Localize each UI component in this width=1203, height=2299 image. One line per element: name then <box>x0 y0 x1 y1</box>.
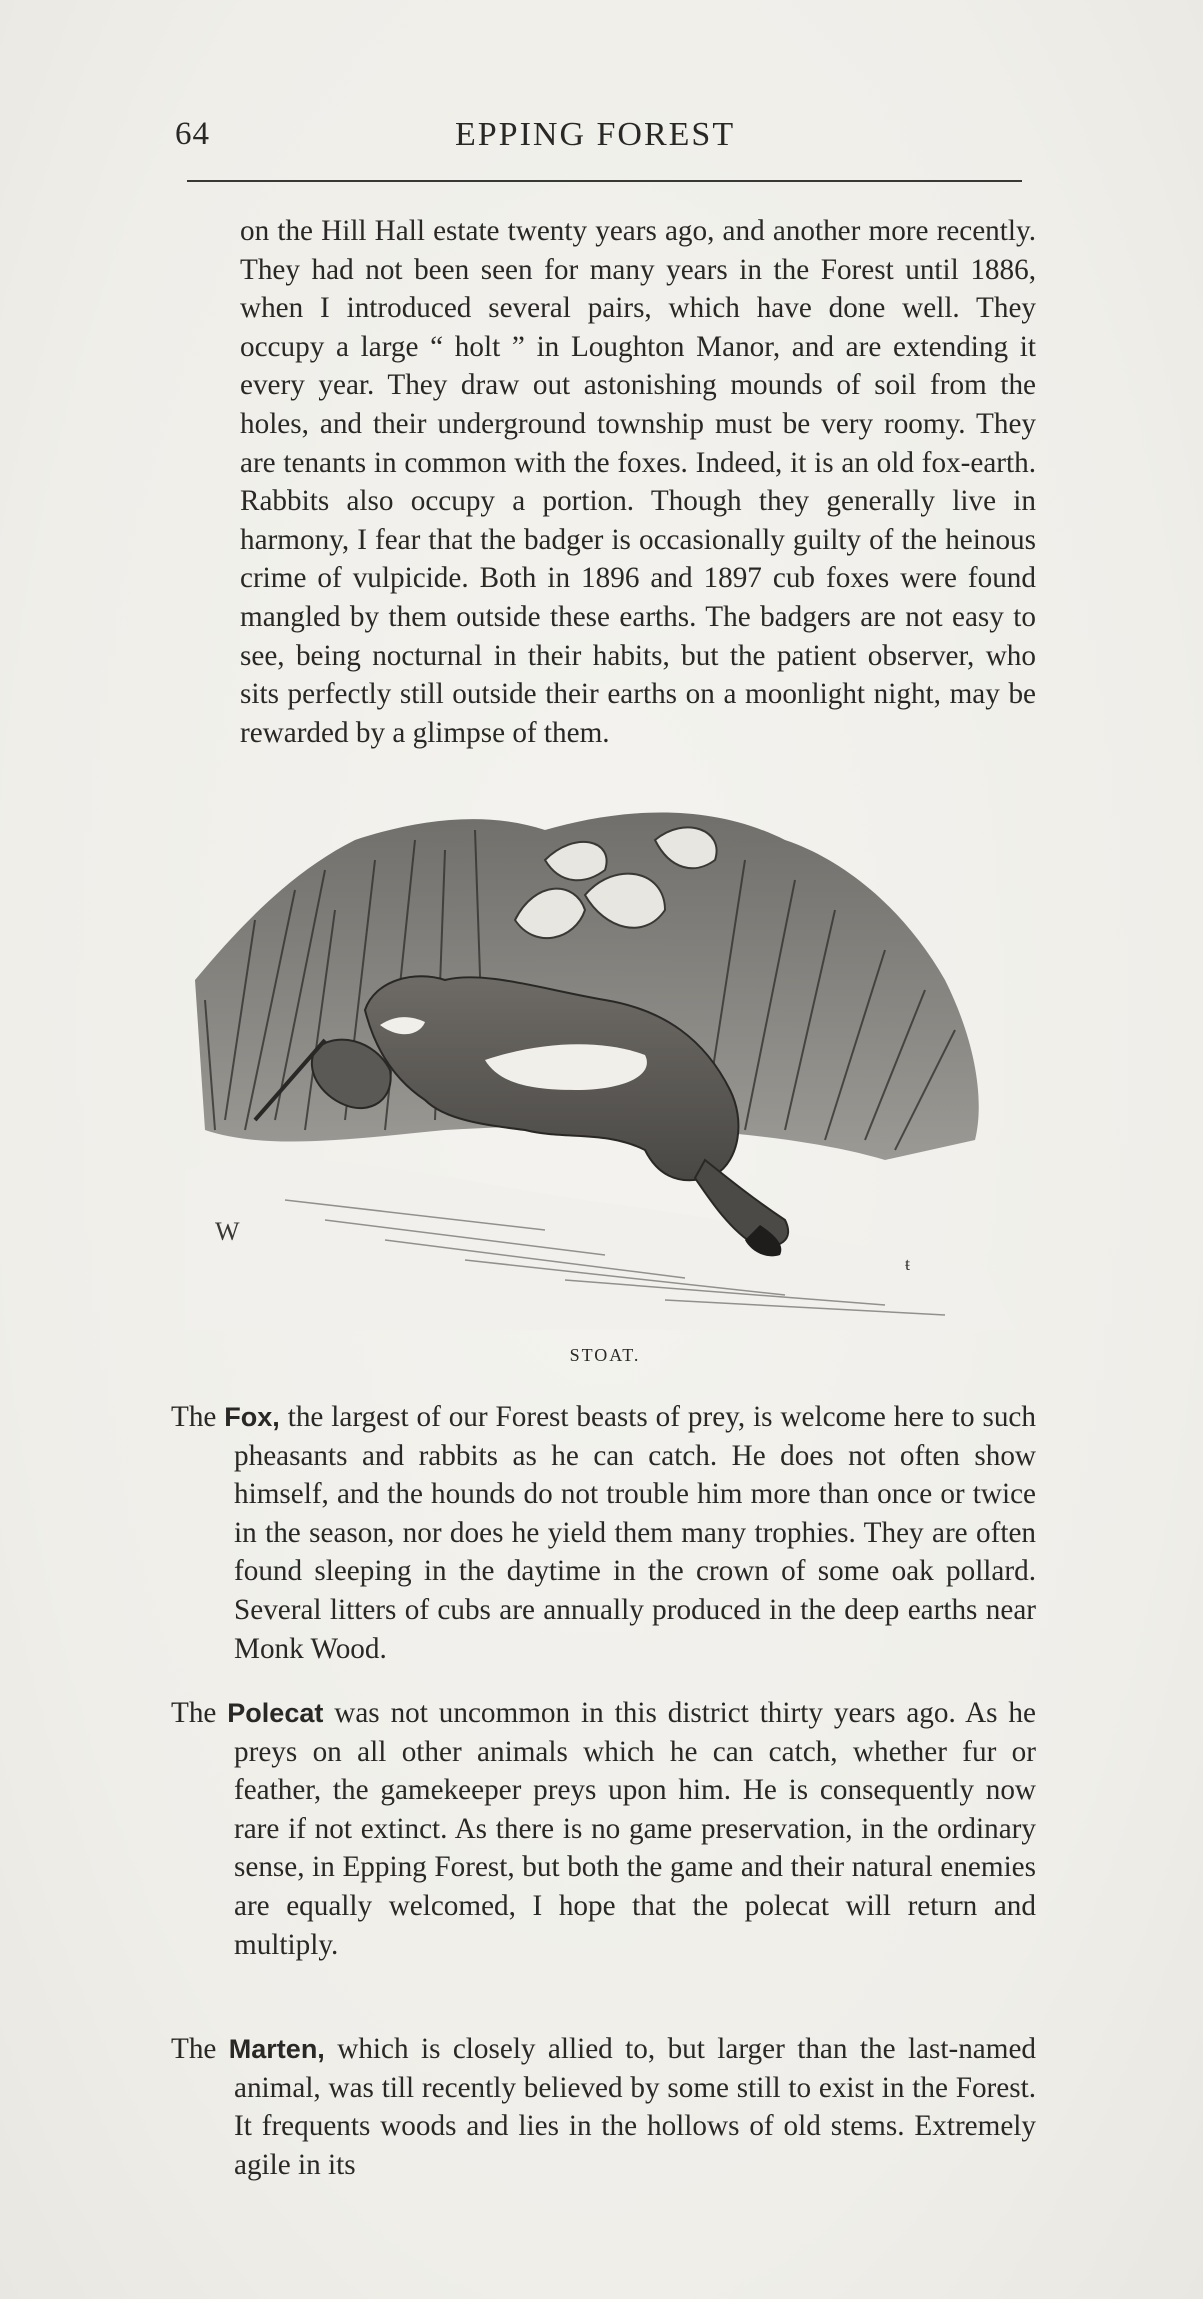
entry-name-polecat: Polecat <box>227 1698 324 1728</box>
entry-text-fox: the largest of our Forest beasts of prey, is welcome here to such pheasants and rabbits as he can catch. He does not often show himself, and the hounds do not trouble him more than once or twice in the season, nor does he yield them many trophies. They are often found sleeping in the daytime in the crown of some oak pollard. Several litters of cubs are annually produced in the deep earths near Monk Wood. <box>234 1401 1036 1665</box>
header-rule <box>187 180 1022 182</box>
entry-text-marten: which is closely allied to, but larger than the last-named animal, was till recently believed by some still to exist in the Forest. It frequents woods and lies in the hollows of old stems. Extremely agile in its <box>234 2033 1036 2181</box>
entry-fox <box>171 1398 1036 1668</box>
engraver-mark: ŧ <box>905 1254 911 1274</box>
page-number: 64 <box>175 116 210 152</box>
entry-lead: The <box>171 1401 225 1433</box>
stoat-engraving <box>185 800 1015 1330</box>
stoat-illustration <box>185 800 1015 1330</box>
entry-polecat <box>171 1694 1036 1964</box>
entry-name-fox: Fox, <box>224 1402 280 1432</box>
running-head <box>175 116 1025 164</box>
entry-text-polecat: was not uncommon in this district thirty years ago. As he preys on all other animals which he can catch, whether fur or feather, the gamekeeper preys upon him. He is consequently now rare if not extinct. As there is no game preservation, in the ordinary sense, in Epping Forest, but both the game and their natural enemies are equally welcomed, I hope that the polecat will return and multiply. <box>234 1697 1036 1961</box>
engraver-monogram: W <box>215 1217 240 1246</box>
ground <box>185 1159 1015 1330</box>
running-title: EPPING FOREST <box>455 116 736 153</box>
entry-marten <box>171 2030 1036 2184</box>
entry-lead: The <box>171 1697 228 1729</box>
figure-caption: STOAT. <box>569 1345 641 1365</box>
entry-lead: The <box>171 2033 229 2065</box>
entry-name-marten: Marten, <box>228 2034 325 2064</box>
continuation-paragraph: on the Hill Hall estate twenty years ago, and another more recently. They had not been seen for many years in the Forest until 1886, when I introduced several pairs, which have done well. They occupy a large “ holt ” in Loughton Manor, and are extending it every year. They draw out astonishing mounds of soil from the holes, and their underground township must be very roomy. They are tenants in common with the foxes. Indeed, it is an old fox-earth. Rabbits also occupy a portion. Though they generally live in harmony, I fear that the badger is occasionally guilty of the heinous crime of vulpicide. Both in 1896 and 1897 cub foxes were found mangled by them outside these earths. The badgers are not easy to see, being nocturnal in their habits, but the patient observer, who sits perfectly still outside their earths on a moonlight night, may be rewarded by a glimpse of them. <box>240 215 1036 749</box>
